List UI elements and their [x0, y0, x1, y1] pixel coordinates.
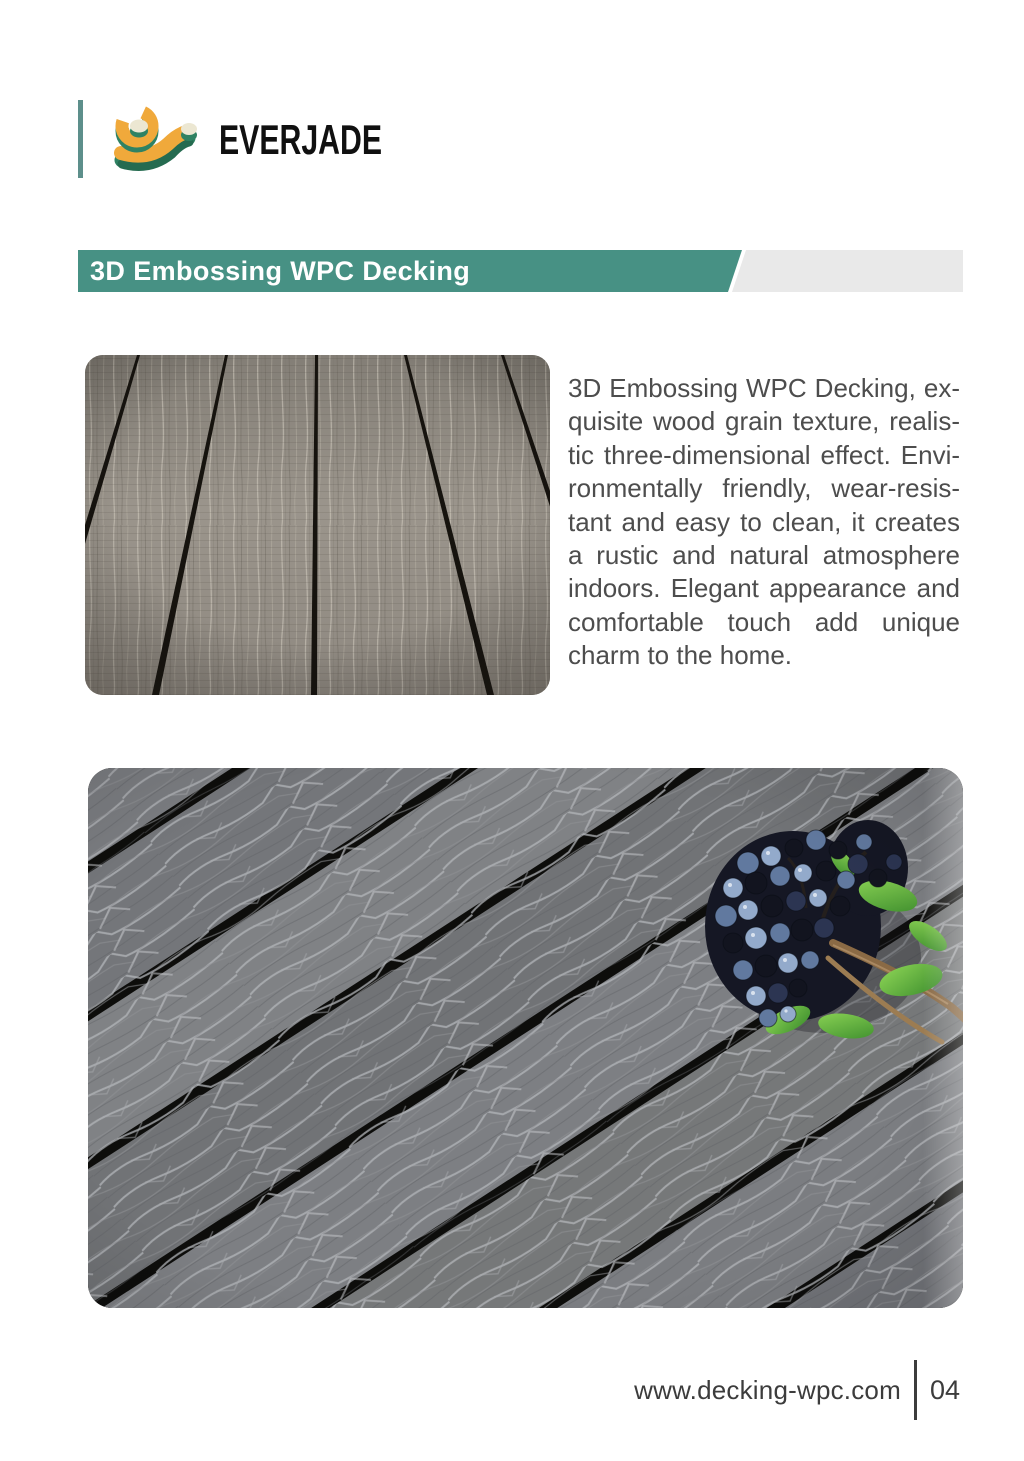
banner-gray-block: [718, 250, 963, 292]
paragraph-line: quisite wood grain texture, realis-: [568, 406, 960, 437]
paragraph-line: 3D Embossing WPC Decking, ex-: [568, 373, 960, 403]
website-url[interactable]: www.decking-wpc.com: [634, 1374, 901, 1405]
intro-paragraph: [568, 372, 960, 673]
paragraph-line: ronmentally friendly, wear-resis-: [568, 473, 960, 504]
paragraph-line: a rustic and natural atmosphere: [568, 540, 960, 571]
paragraph-line: charm to the home.: [568, 640, 792, 671]
section-title: 3D Embossing WPC Decking: [90, 255, 471, 286]
decking-photo-blueberries: [88, 768, 963, 1308]
decking-perspective-graphic: [85, 355, 550, 695]
paragraph-line: indoors. Elegant appearance and: [568, 573, 960, 604]
section-banner: [78, 250, 963, 292]
page-number: 04: [929, 1374, 960, 1405]
brand-wordmark: EVERJADE: [219, 116, 383, 163]
logo-accent-bar: [78, 100, 83, 178]
paragraph-line: tant and easy to clean, it creates: [568, 506, 960, 537]
paragraph-line: comfortable touch add unique: [568, 606, 960, 637]
decking-detail-graphic: [88, 768, 963, 1308]
everjade-logo-icon: [106, 102, 210, 176]
decking-photo-perspective: [85, 355, 550, 695]
footer-divider: [914, 1360, 917, 1420]
paragraph-line: tic three-dimensional effect. Envi-: [568, 439, 960, 470]
page-footer: [634, 1360, 960, 1420]
